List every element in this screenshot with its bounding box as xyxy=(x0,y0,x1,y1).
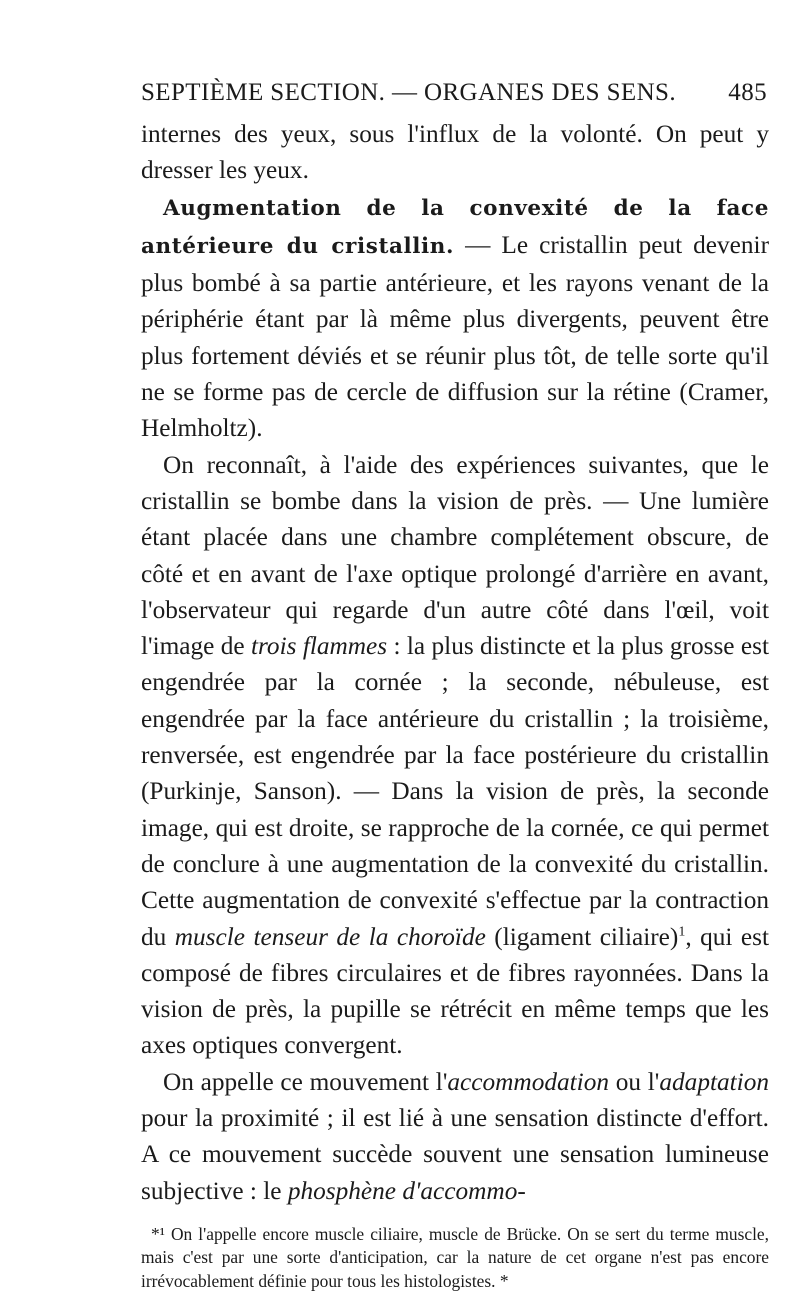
page-number: 485 xyxy=(728,79,767,106)
italic-term: muscle tenseur de la choroïde xyxy=(174,922,486,951)
text-run: (ligament ciliaire) xyxy=(485,922,679,951)
text-run: : la plus distincte et la plus grosse est engendrée par la cornée ; la seconde, nébuleuse, est engendrée par la face antérieure du cristallin ; la troisième, renversée, est engendrée par la face postérieure du cristallin (Purkinje, Sanson). — Dans la vision de près, la seconde image, qui est droite, se rapproche de la cornée, ce qui permet de conclure à une augmentation de la convexité du cristallin. Cette augmentation de convexité s'effectue par la contraction du xyxy=(141,632,769,951)
paragraph-text: — Le cristallin peut devenir plus bombé à sa partie antérieure, et les rayons venant de la périphérie étant par là même plus divergents, peuvent être plus fortement déviés et se réunir plus tôt, de telle sorte qu'il ne se forme pas de cercle de diffusion sur la rétine (Cramer, Helmholtz). xyxy=(141,230,769,443)
text-run: On reconnaît, à l'aide des expériences suivantes, que le cristallin se bombe dans la vision de près. — Une lumière étant placée dans une chambre complétement obscure, de côté et en avant de l'axe optique prolongé d'arrière en avant, l'observateur qui regarde d'un autre côté dans l'œil, voit l'image de xyxy=(141,450,769,661)
paragraph-continuation: internes des yeux, sous l'influx de la volonté. On peut y dresser les yeux. xyxy=(141,120,769,185)
text-run: pour la proximité ; il est lié à une sensation distincte d'effort. A ce mouvement succède souvent une sensation lumineuse subjective : le xyxy=(141,1104,769,1205)
text-run: On appelle ce mouvement l' xyxy=(163,1067,448,1096)
paragraph-experiences xyxy=(141,447,769,1064)
text-run: ou l' xyxy=(609,1067,660,1096)
paragraph-cristallin xyxy=(141,189,769,447)
book-page xyxy=(141,78,769,1293)
running-header xyxy=(141,78,769,108)
footnote-ref: 1 xyxy=(678,924,686,940)
main-text xyxy=(141,116,769,1209)
section-title: SEPTIÈME SECTION. — ORGANES DES SENS. xyxy=(141,79,676,106)
text-run: , qui est composé de fibres circulaires et de fibres rayonnées. Dans la vision de près, la pupille se rétrécit en même temps que les axes optiques convergent. xyxy=(141,922,770,1060)
paragraph-accommodation xyxy=(141,1064,769,1209)
italic-term: adaptation xyxy=(659,1067,769,1096)
italic-term: phosphène d'accommo- xyxy=(287,1176,526,1205)
italic-term: accommodation xyxy=(447,1067,609,1096)
footnote: *¹ On l'appelle encore muscle ciliaire, muscle de Brücke. On se sert du terme muscle, mais c'est par une sorte d'anticipation, car la nature de cet organe n'est pas encore irrévocablement définie pour tous les histologistes. * xyxy=(141,1223,769,1291)
italic-term: trois flammes xyxy=(251,632,388,661)
section-heading: Augmentation de la convexité de la face antérieure du cristallin. xyxy=(141,195,769,259)
